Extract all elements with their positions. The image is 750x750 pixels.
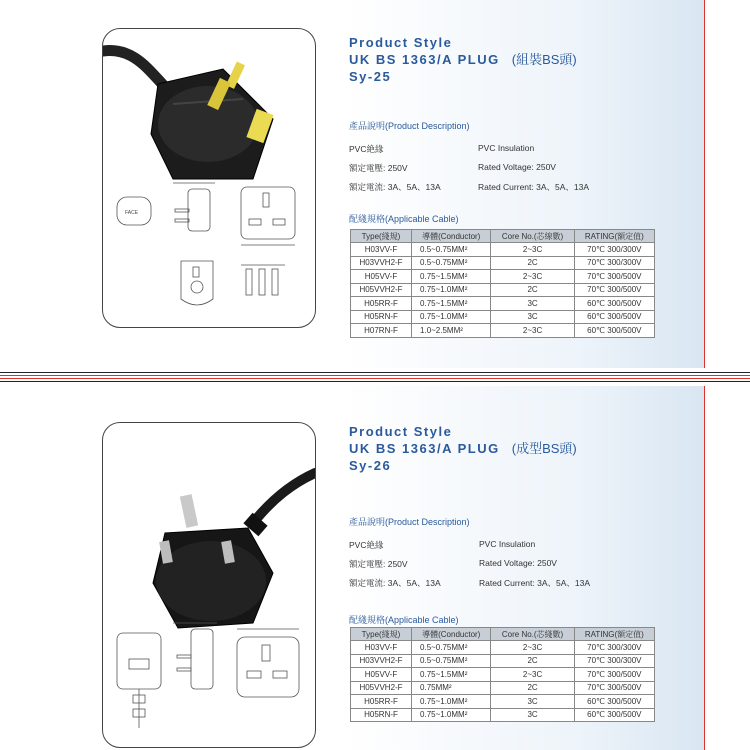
col-cores: Core No.(芯綫數)	[491, 628, 574, 641]
description-heading: 產品說明(Product Description)	[349, 517, 470, 527]
cell: 0.5~0.75MM²	[412, 641, 491, 655]
cell: 0.75~1.5MM²	[412, 668, 491, 682]
table-header-row	[351, 628, 655, 641]
cell: 0.75~1.0MM²	[412, 708, 491, 722]
cell: H05RR-F	[351, 297, 412, 311]
cell: 70℃ 300/500V	[574, 668, 654, 682]
cell: H03VVH2-F	[351, 256, 412, 270]
cell: 0.75~1.5MM²	[412, 297, 491, 311]
cell: H05RN-F	[351, 310, 412, 324]
cable-image	[253, 473, 315, 523]
cell: 2~3C	[491, 668, 574, 682]
spec-zh-insulation: PVC絶緣	[349, 144, 384, 154]
cell: 2~3C	[491, 243, 574, 257]
cell: 2~3C	[491, 324, 574, 338]
cell: H05RR-F	[351, 695, 412, 709]
plug-drawing-sy25	[103, 29, 315, 327]
cell: 0.75~1.0MM²	[412, 283, 491, 297]
cell: 0.5~0.75MM²	[412, 654, 491, 668]
cell: H05VVH2-F	[351, 283, 412, 297]
product-title	[349, 34, 577, 85]
cable-table	[350, 627, 655, 722]
spec-zh-insulation: PVC絶緣	[349, 540, 384, 550]
spec-en-current: Rated Current: 3A、5A、13A	[478, 182, 590, 192]
cell: 60℃ 300/500V	[574, 324, 654, 338]
technical-drawings	[117, 623, 299, 728]
spec-en-voltage: Rated Voltage: 250V	[478, 162, 556, 172]
cable-heading: 配綫規格(Applicable Cable)	[349, 615, 459, 625]
model-code: Sy-26	[349, 458, 392, 473]
cell: 3C	[491, 310, 574, 324]
cell: 2C	[491, 283, 574, 297]
col-conductor: 導體(Conductor)	[412, 230, 491, 243]
table-row	[351, 681, 655, 695]
cell: 0.75MM²	[412, 681, 491, 695]
table-row	[351, 708, 655, 722]
cell: 2C	[491, 654, 574, 668]
spec-en-insulation: PVC Insulation	[479, 539, 536, 549]
cell: 60℃ 300/500V	[574, 708, 654, 722]
cell: 70℃ 300/500V	[574, 283, 654, 297]
cell: 70℃ 300/300V	[574, 654, 654, 668]
spec-zh-voltage: 額定電壓: 250V	[349, 559, 408, 569]
spec-zh-current: 額定電流: 3A、5A、13A	[349, 182, 441, 192]
cable-image	[103, 51, 165, 87]
cell: 60℃ 300/500V	[574, 297, 654, 311]
col-cores: Core No.(芯線數)	[491, 230, 574, 243]
product-image-panel	[102, 422, 316, 748]
cell: 2C	[491, 681, 574, 695]
table-row	[351, 283, 655, 297]
cell: 0.75~1.0MM²	[412, 310, 491, 324]
style-label: Product Style	[349, 35, 453, 50]
spec-en-insulation: PVC Insulation	[478, 143, 535, 153]
cell: H05VVH2-F	[351, 681, 412, 695]
table-row	[351, 243, 655, 257]
cell: 0.5~0.75MM²	[412, 256, 491, 270]
cell: 70℃ 300/500V	[574, 681, 654, 695]
product-image-panel	[102, 28, 316, 328]
cell: 3C	[491, 297, 574, 311]
table-row	[351, 297, 655, 311]
model-name-zh: (成型BS頭)	[511, 441, 577, 456]
model-name-zh: (組裝BS頭)	[511, 52, 577, 67]
cell: 2~3C	[491, 641, 574, 655]
cell: 0.75~1.0MM²	[412, 695, 491, 709]
cell: 70℃ 300/300V	[574, 641, 654, 655]
product-sheet-sy26	[47, 386, 704, 750]
col-type: Type(綫規)	[351, 628, 412, 641]
col-conductor: 導體(Conductor)	[412, 628, 491, 641]
table-row	[351, 654, 655, 668]
cable-table	[350, 229, 655, 338]
table-row	[351, 695, 655, 709]
col-rating: RATING(額定值)	[574, 230, 654, 243]
model-code: Sy-25	[349, 69, 392, 84]
cell: 70℃ 300/300V	[574, 243, 654, 257]
style-label: Product Style	[349, 424, 453, 439]
model-name: UK BS 1363/A PLUG	[349, 441, 500, 456]
cell: H05VV-F	[351, 270, 412, 284]
spec-zh-current: 額定電流: 3A、5A、13A	[349, 578, 441, 588]
cell: H05RN-F	[351, 708, 412, 722]
cell: 3C	[491, 695, 574, 709]
model-name: UK BS 1363/A PLUG	[349, 52, 500, 67]
page-separator	[0, 368, 750, 386]
spec-en-voltage: Rated Voltage: 250V	[479, 558, 557, 568]
cell: 70℃ 300/500V	[574, 270, 654, 284]
cell: H03VVH2-F	[351, 654, 412, 668]
cell: 1.0~2.5MM²	[412, 324, 491, 338]
cell: H03VV-F	[351, 243, 412, 257]
technical-drawings	[117, 183, 295, 305]
cell: 60℃ 300/500V	[574, 310, 654, 324]
cable-heading: 配綫規格(Applicable Cable)	[349, 214, 459, 224]
plug-drawing-sy26	[103, 423, 315, 747]
cell: 2~3C	[491, 270, 574, 284]
cell: 3C	[491, 708, 574, 722]
cell: H03VV-F	[351, 641, 412, 655]
cell: H05VV-F	[351, 668, 412, 682]
col-type: Type(綫規)	[351, 230, 412, 243]
cell: 0.5~0.75MM²	[412, 243, 491, 257]
col-rating: RATING(額定值)	[574, 628, 654, 641]
earth-pin-image	[180, 494, 198, 528]
cell: 70℃ 300/300V	[574, 256, 654, 270]
svg-text:FACE: FACE	[125, 210, 139, 216]
cell: 0.75~1.5MM²	[412, 270, 491, 284]
table-row	[351, 270, 655, 284]
table-row	[351, 256, 655, 270]
table-row	[351, 668, 655, 682]
spec-zh-voltage: 額定電壓: 250V	[349, 163, 408, 173]
product-title	[349, 423, 577, 474]
spec-en-current: Rated Current: 3A、5A、13A	[479, 578, 591, 588]
cell: 60℃ 300/500V	[574, 695, 654, 709]
table-row	[351, 310, 655, 324]
cell: H07RN-F	[351, 324, 412, 338]
table-header-row	[351, 230, 655, 243]
table-row	[351, 641, 655, 655]
product-sheet-sy25	[47, 0, 704, 368]
description-heading: 產品說明(Product Description)	[349, 121, 470, 131]
cell: 2C	[491, 256, 574, 270]
table-row	[351, 324, 655, 338]
